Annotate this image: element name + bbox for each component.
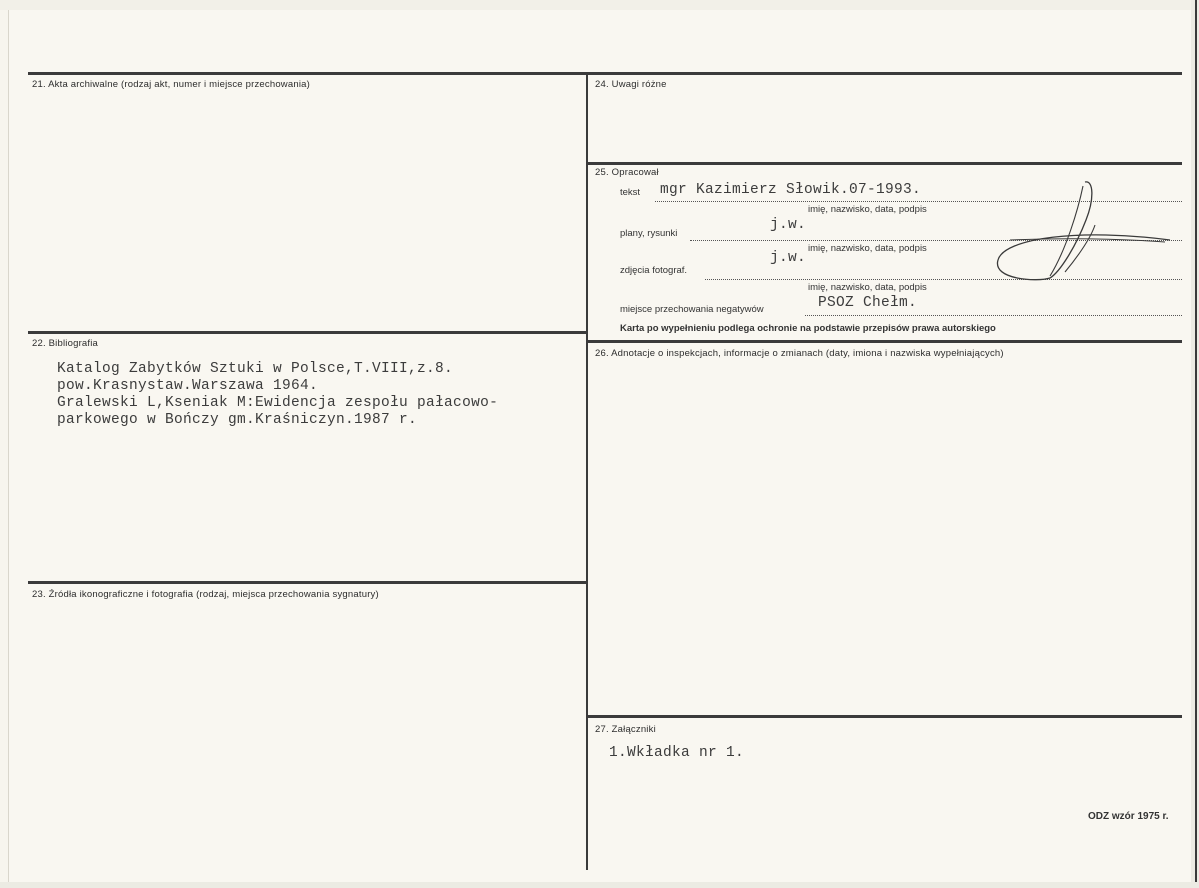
section-26-label: 26. Adnotacje o inspekcjach, informacje o zmianach (daty, imiona i nazwiska wypełniających) [595, 348, 1004, 359]
rule-24-25 [588, 162, 1182, 165]
bibliography-text [57, 361, 498, 429]
card-top-edge [0, 0, 1199, 10]
zdjecia-value: j.w. [770, 250, 807, 266]
tekst-sublabel: imię, nazwisko, data, podpis [808, 204, 927, 215]
bibliography-line: pow.Krasnystaw.Warszawa 1964. [57, 378, 319, 394]
card-right-border [1195, 0, 1197, 888]
card-bottom-edge [0, 882, 1199, 888]
form-id: ODZ wzór 1975 r. [1088, 811, 1169, 822]
rule-21-22 [28, 331, 586, 334]
negatywy-dotted-line [805, 315, 1182, 316]
record-card [8, 10, 1193, 882]
bibliography-line: Gralewski L,Kseniak M:Ewidencja zespołu pałacowo- [57, 395, 499, 411]
rule-25-26 [588, 340, 1182, 343]
tekst-value: mgr Kazimierz Słowik.07-1993. [660, 182, 922, 198]
rule-22-23 [28, 581, 586, 584]
bibliography-line: parkowego w Bończy gm.Kraśniczyn.1987 r. [57, 412, 418, 428]
zdjecia-sublabel: imię, nazwisko, data, podpis [808, 282, 927, 293]
top-rule [28, 72, 1182, 75]
attachments-value: 1.Wkładka nr 1. [609, 745, 745, 761]
bibliography-line: Katalog Zabytków Sztuki w Polsce,T.VIII,z.8. [57, 361, 454, 377]
rule-26-27 [588, 715, 1182, 718]
section-24-label: 24. Uwagi różne [595, 79, 667, 90]
plany-sublabel: imię, nazwisko, data, podpis [808, 243, 927, 254]
copyright-notice: Karta po wypełnieniu podlega ochronie na podstawie przepisów prawa autorskiego [620, 323, 996, 334]
section-21-label: 21. Akta archiwalne (rodzaj akt, numer i miejsce przechowania) [32, 79, 310, 90]
section-25-label: 25. Opracował [595, 167, 659, 178]
section-23-label: 23. Źródła ikonograficzne i fotografia (rodzaj, miejsca przechowania sygnatury) [32, 589, 379, 600]
tekst-label: tekst [620, 187, 641, 198]
plany-value: j.w. [770, 217, 807, 233]
negatywy-value: PSOZ Chełm. [818, 295, 918, 311]
section-22-label: 22. Bibliografia [32, 338, 99, 349]
plany-label: plany, rysunki [620, 228, 678, 239]
zdjecia-label: zdjęcia fotograf. [620, 265, 688, 276]
section-27-label: 27. Załączniki [595, 724, 656, 735]
signature [990, 180, 1180, 285]
column-divider [586, 72, 588, 870]
negatywy-label: miejsce przechowania negatywów [620, 304, 764, 315]
